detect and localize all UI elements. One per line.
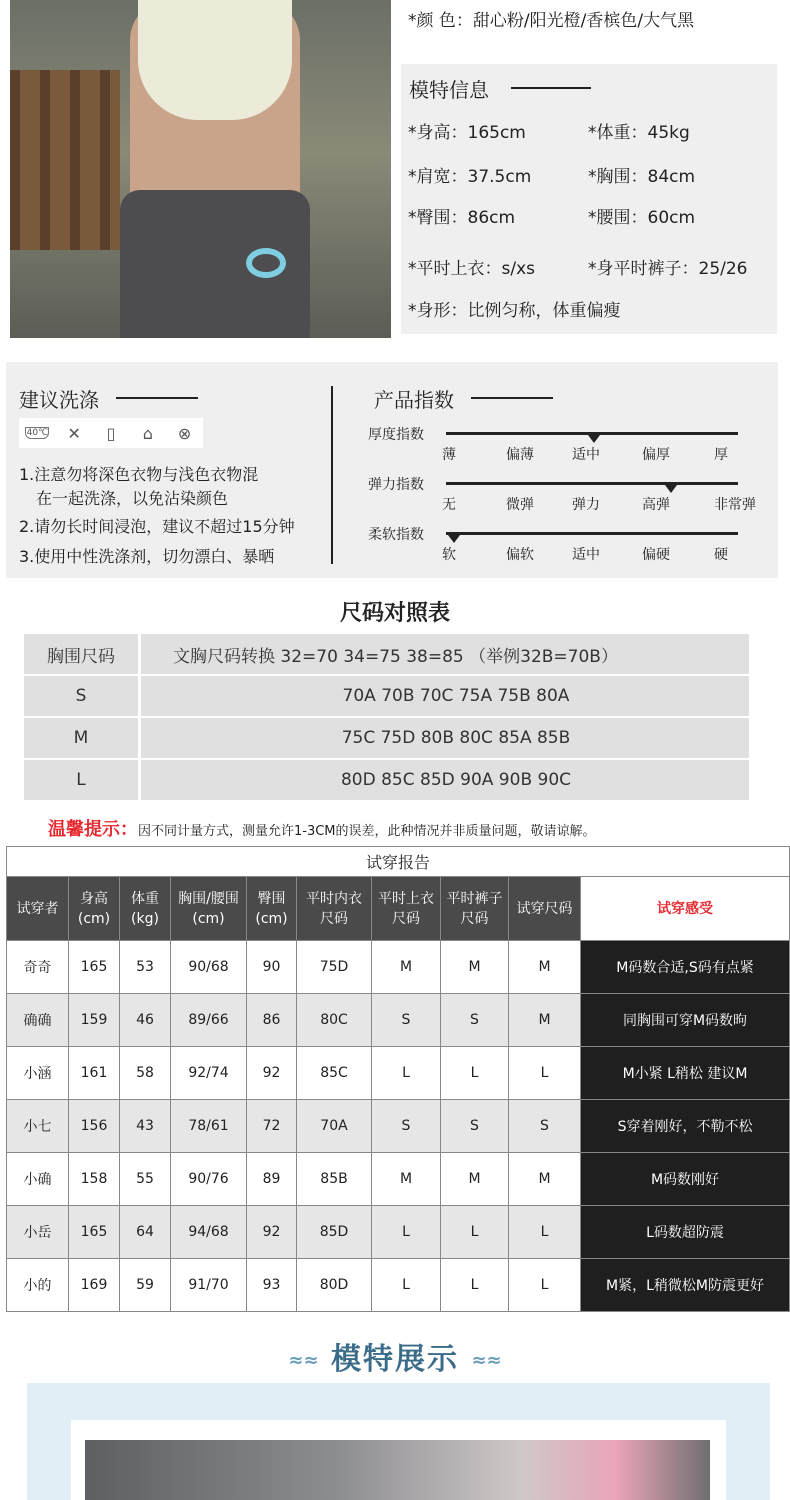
report-header: 试穿感受	[581, 877, 790, 941]
wash-note-1b: 在一起洗涤，以免沾染颜色	[36, 489, 229, 508]
table-cell: L	[372, 1206, 441, 1259]
product-index-title: 产品指数	[374, 388, 454, 412]
table-cell: 90/76	[171, 1153, 247, 1206]
table-cell: M	[372, 941, 441, 994]
table-cell: L	[441, 1259, 509, 1312]
wash-icons	[19, 418, 203, 448]
model-chest: *胸围：84cm	[588, 167, 696, 187]
wash-note-1: 1.注意勿将深色衣物与浅色衣物混	[19, 465, 259, 484]
model-waist: *腰围：60cm	[588, 208, 696, 228]
table-cell: 64	[120, 1206, 171, 1259]
table-cell: S	[441, 1100, 509, 1153]
no-dryclean-icon: ⊗	[177, 423, 192, 443]
warm-tip-label: 温馨提示：	[48, 819, 138, 840]
table-cell: 72	[247, 1100, 297, 1153]
table-cell: 169	[69, 1259, 120, 1312]
table-cell: 85C	[297, 1047, 372, 1100]
table-cell: 小岳	[7, 1206, 69, 1259]
size-values: 70A 70B 70C 75A 75B 80A	[141, 676, 749, 716]
table-cell: M	[509, 941, 581, 994]
table-cell: L	[372, 1259, 441, 1312]
table-row	[7, 994, 790, 1047]
index-option: 硬	[714, 547, 728, 563]
table-cell: 78/61	[171, 1100, 247, 1153]
table-cell: 43	[120, 1100, 171, 1153]
table-cell: 158	[69, 1153, 120, 1206]
table-cell: L	[441, 1206, 509, 1259]
index-option: 软	[442, 547, 456, 563]
table-cell: 161	[69, 1047, 120, 1100]
color-options: *颜 色：甜心粉/阳光橙/香槟色/大气黑	[408, 11, 695, 31]
index-option: 偏薄	[506, 447, 534, 463]
tumble-dry-icon: ▯	[106, 423, 116, 443]
table-cell: M	[509, 994, 581, 1047]
report-header: 体重 (kg)	[120, 877, 171, 941]
index-option: 薄	[442, 447, 456, 463]
size-label: L	[24, 760, 138, 800]
size-header-label: 胸围尺码	[24, 634, 138, 674]
report-header: 平时裤子 尺码	[441, 877, 509, 941]
iron-low-icon: ⌂	[142, 423, 153, 443]
size-values: 80D 85C 85D 90A 90B 90C	[141, 760, 749, 800]
table-cell: 70A	[297, 1100, 372, 1153]
table-cell: 86	[247, 994, 297, 1047]
index-option: 适中	[572, 547, 600, 563]
table-cell: L	[509, 1259, 581, 1312]
wash-index-panel	[6, 362, 778, 578]
warm-tip	[48, 815, 596, 841]
table-cell: 92	[247, 1206, 297, 1259]
wave-left-icon: ≈≈	[288, 1350, 319, 1371]
table-cell: L	[441, 1047, 509, 1100]
index-marker-2	[448, 535, 460, 543]
report-header: 平时上衣 尺码	[372, 877, 441, 941]
table-cell: 94/68	[171, 1206, 247, 1259]
table-cell: M	[441, 1153, 509, 1206]
table-cell: 小七	[7, 1100, 69, 1153]
report-header: 臀围 (cm)	[247, 877, 297, 941]
table-cell: 小涵	[7, 1047, 69, 1100]
table-cell: 奇奇	[7, 941, 69, 994]
table-cell: M	[509, 1153, 581, 1206]
wash-40-icon: 40℃	[26, 428, 49, 438]
table-cell: 58	[120, 1047, 171, 1100]
size-label: M	[24, 718, 138, 758]
index-option: 无	[442, 497, 456, 513]
model-top-size: *平时上衣：s/xs	[408, 259, 536, 279]
table-row	[7, 1153, 790, 1206]
index-option: 高弹	[642, 497, 670, 513]
try-on-report-table	[6, 846, 790, 1312]
table-cell: 80D	[297, 1259, 372, 1312]
table-cell: 53	[120, 941, 171, 994]
table-cell: 80C	[297, 994, 372, 1047]
table-cell: 46	[120, 994, 171, 1047]
index-option: 偏厚	[642, 447, 670, 463]
index-option: 非常弹	[714, 497, 756, 513]
index-option: 厚	[714, 447, 728, 463]
table-cell: 59	[120, 1259, 171, 1312]
index-bar-1	[446, 482, 738, 485]
wash-note-2: 2.请勿长时间浸泡，建议不超过15分钟	[19, 517, 295, 536]
warm-tip-text: 因不同计量方式，测量允许1-3CM的误差，此种情况并非质量问题，敬请谅解。	[138, 824, 596, 839]
table-row	[7, 1206, 790, 1259]
table-cell: 159	[69, 994, 120, 1047]
model-shoulder: *肩宽：37.5cm	[408, 167, 532, 187]
model-hip: *臀围：86cm	[408, 208, 516, 228]
feedback-cell: M码数合适,S码有点紧	[581, 941, 790, 994]
report-header: 试穿尺码	[509, 877, 581, 941]
feedback-cell: S穿着刚好，不勒不松	[581, 1100, 790, 1153]
table-cell: M	[372, 1153, 441, 1206]
index-option: 偏硬	[642, 547, 670, 563]
feedback-cell: 同胸围可穿M码数昫	[581, 994, 790, 1047]
table-cell: M	[441, 941, 509, 994]
table-cell: 91/70	[171, 1259, 247, 1312]
table-cell: 165	[69, 1206, 120, 1259]
index-label-0: 厚度指数	[368, 427, 424, 443]
table-cell: 92	[247, 1047, 297, 1100]
no-bleach-icon: ✕	[67, 423, 81, 443]
table-cell: 90/68	[171, 941, 247, 994]
model-height: *身高：165cm	[408, 123, 526, 143]
table-cell: S	[509, 1100, 581, 1153]
table-row	[7, 1100, 790, 1153]
washing-title: 建议洗涤	[19, 388, 99, 412]
table-cell: 55	[120, 1153, 171, 1206]
wave-right-icon: ≈≈	[471, 1350, 502, 1371]
index-option: 弹力	[572, 497, 600, 513]
report-header: 平时内衣 尺码	[297, 877, 372, 941]
table-cell: 75D	[297, 941, 372, 994]
table-cell: 92/74	[171, 1047, 247, 1100]
table-cell: 小的	[7, 1259, 69, 1312]
table-cell: 小确	[7, 1153, 69, 1206]
model-show-title	[0, 1334, 790, 1378]
model-info-title: 模特信息	[409, 78, 489, 102]
index-label-1: 弹力指数	[368, 477, 424, 493]
table-cell: L	[509, 1206, 581, 1259]
index-marker-1	[665, 485, 677, 493]
size-chart-title: 尺码对照表	[339, 601, 450, 626]
table-cell: L	[372, 1047, 441, 1100]
table-cell: 90	[247, 941, 297, 994]
table-cell: 确确	[7, 994, 69, 1047]
report-title: 试穿报告	[7, 847, 790, 877]
model-show-label: 模特展示	[331, 1342, 459, 1377]
index-option: 偏软	[506, 547, 534, 563]
table-row	[7, 1259, 790, 1312]
table-row	[7, 941, 790, 994]
feedback-cell: L码数超防震	[581, 1206, 790, 1259]
wash-note-3: 3.使用中性洗涤剂，切勿漂白、暴晒	[19, 547, 275, 566]
table-cell: 93	[247, 1259, 297, 1312]
report-header: 胸围/腰围 (cm)	[171, 877, 247, 941]
table-cell: 89	[247, 1153, 297, 1206]
table-row	[7, 1047, 790, 1100]
size-values: 75C 75D 80B 80C 85A 85B	[141, 718, 749, 758]
feedback-cell: M小紧 L稍松 建议M	[581, 1047, 790, 1100]
size-header-value: 文胸尺码转换 32=70 34=75 38=85 （举例32B=70B）	[141, 634, 749, 674]
index-option: 适中	[572, 447, 600, 463]
table-cell: L	[509, 1047, 581, 1100]
table-cell: 85B	[297, 1153, 372, 1206]
index-label-2: 柔软指数	[368, 527, 424, 543]
index-bar-2	[446, 532, 738, 535]
table-cell: 165	[69, 941, 120, 994]
size-label: S	[24, 676, 138, 716]
product-photo	[10, 0, 391, 338]
table-cell: 85D	[297, 1206, 372, 1259]
model-show-photo	[85, 1440, 710, 1500]
index-marker-0	[588, 435, 600, 443]
table-cell: 89/66	[171, 994, 247, 1047]
model-shape: *身形：比例匀称，体重偏瘦	[408, 301, 621, 321]
table-cell: S	[372, 1100, 441, 1153]
table-cell: S	[441, 994, 509, 1047]
feedback-cell: M紧，L稍微松M防震更好	[581, 1259, 790, 1312]
feedback-cell: M码数刚好	[581, 1153, 790, 1206]
table-cell: 156	[69, 1100, 120, 1153]
table-cell: S	[372, 994, 441, 1047]
model-pants-size: *身平时裤子：25/26	[588, 259, 748, 279]
model-weight: *体重：45kg	[588, 123, 690, 143]
model-info-panel	[401, 64, 777, 334]
index-option: 微弹	[506, 497, 534, 513]
report-header: 试穿者	[7, 877, 69, 941]
report-header: 身高 (cm)	[69, 877, 120, 941]
